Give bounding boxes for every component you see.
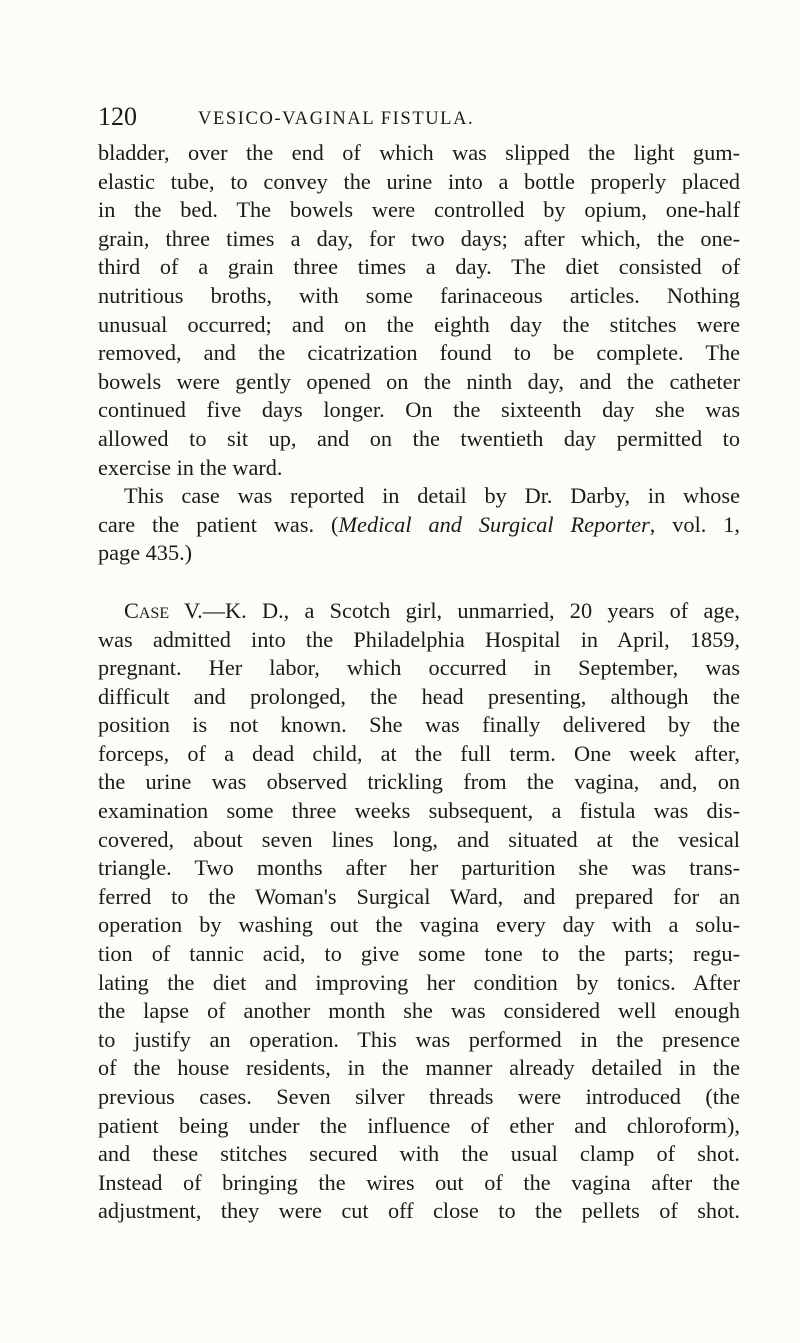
text-line: This case was reported in detail by Dr. Darby, in whose (124, 483, 740, 509)
text-line: nutritious broths, with some farinaceous articles. Nothing (98, 282, 740, 308)
text-line: bowels were gently opened on the ninth day, and the catheter (98, 368, 740, 394)
text-line: to justify an operation. This was performed in the presence (98, 1026, 740, 1052)
text-line: removed, and the cicatrization found to be complete. The (98, 340, 740, 366)
paragraph-2 (98, 482, 740, 568)
page-number: 120 (98, 102, 137, 131)
text-line: Instead of bringing the wires out of the vagina after the (98, 1169, 740, 1195)
text-line: elastic tube, to convey the urine into a bottle properly placed (98, 168, 740, 194)
text-line: ferred to the Woman's Surgical Ward, and prepared for an (98, 883, 740, 909)
text-line: allowed to sit up, and on the twentieth day permitted to (98, 425, 740, 451)
text-line: position is not known. She was finally delivered by the (98, 712, 740, 738)
text-line: continued five days longer. On the sixteenth day she was (98, 397, 740, 423)
paragraph-3 (98, 597, 740, 1226)
text-line: the urine was observed trickling from the vagina, and, on (98, 769, 740, 795)
text-line: patient being under the influence of ether and chloroform), (98, 1112, 740, 1138)
text-line: care the patient was. (Medical and Surgical Reporter, vol. 1, (98, 511, 740, 537)
text-fragment: —K. D., a Scotch girl, unmarried, 20 years of age, (202, 597, 740, 623)
body-text (98, 139, 740, 1226)
text-fragment: care the patient was. (98, 511, 315, 537)
text-line: triangle. Two months after her parturition she was trans- (98, 855, 740, 881)
text-line: difficult and prolonged, the head presenting, although the (98, 683, 740, 709)
text-fragment: , vol. 1, (649, 511, 740, 537)
text-line: previous cases. Seven silver threads were introduced (the (98, 1084, 740, 1109)
text-line: exercise in the ward. (98, 454, 283, 480)
running-head (98, 100, 740, 134)
text-line: examination some three weeks subsequent, a fistula was dis- (98, 798, 740, 824)
text-line: lating the diet and improving her condition by tonics. After (98, 969, 740, 995)
text-line: was admitted into the Philadelphia Hospital in April, 1859, (98, 626, 740, 652)
text-line: adjustment, they were cut off close to the pellets of shot. (98, 1198, 740, 1224)
paragraph-1 (98, 139, 740, 482)
text-line: pregnant. Her labor, which occurred in September, was (98, 655, 740, 681)
text-line: unusual occurred; and on the eighth day the stitches were (98, 311, 740, 337)
text-line: of the house residents, in the manner already detailed in the (98, 1055, 740, 1081)
text-line: the lapse of another month she was considered well enough (98, 998, 740, 1024)
text-line: covered, about seven lines long, and situated at the vesical (98, 826, 740, 852)
text-line: and these stitches secured with the usual clamp of shot. (98, 1141, 740, 1167)
text-line: grain, three times a day, for two days; after which, the one- (98, 225, 740, 251)
text-line (98, 597, 740, 626)
text-line: forceps, of a dead child, at the full term. One week after, (98, 740, 740, 766)
text-line: page 435.) (98, 540, 193, 566)
text-line: bladder, over the end of which was slipped the light gum- (98, 140, 740, 165)
paragraph-gap (98, 568, 740, 597)
journal-title: Medical and Surgical Reporter (338, 511, 650, 537)
text-line: in the bed. The bowels were controlled by opium, one-half (98, 197, 740, 223)
text-line: tion of tannic acid, to give some tone to the parts; regu- (98, 941, 740, 967)
text-line: operation by washing out the vagina every day with a solu- (98, 912, 740, 938)
text-line: third of a grain three times a day. The diet consisted of (98, 254, 740, 280)
case-heading: Case V. (124, 597, 203, 623)
running-title: VESICO-VAGINAL FISTULA. (198, 109, 475, 129)
